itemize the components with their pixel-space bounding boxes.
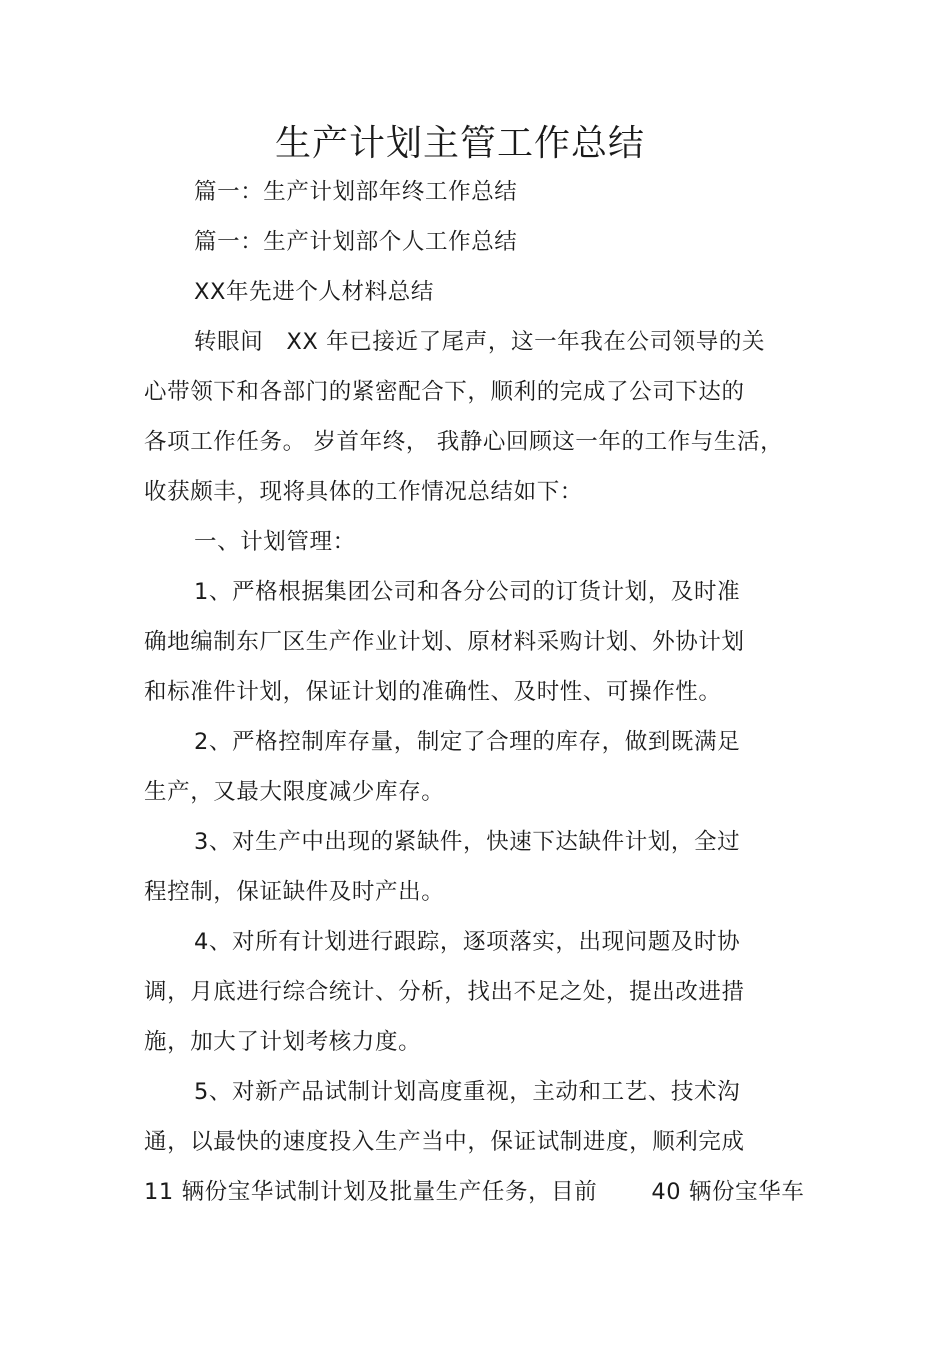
- paragraph-line: 程控制，保证缺件及时产出。: [144, 879, 445, 905]
- paragraph-line: 11 辆份宝华试制计划及批量生产任务，目前 40 辆份宝华车: [144, 1179, 805, 1205]
- paragraph-line: 1、严格根据集团公司和各分公司的订货计划，及时准: [194, 579, 741, 605]
- paragraph-line: 2、严格控制库存量，制定了合理的库存，做到既满足: [194, 729, 741, 755]
- paragraph-line: 各项工作任务。 岁首年终， 我静心回顾这一年的工作与生活，: [144, 429, 784, 455]
- heading-line: 篇一：生产计划部个人工作总结: [194, 229, 518, 255]
- section-heading: 一、计划管理：: [194, 529, 356, 555]
- paragraph-line: 和标准件计划，保证计划的准确性、及时性、可操作性。: [144, 679, 722, 705]
- document-title: 生产计划主管工作总结: [274, 123, 645, 164]
- paragraph-line: 确地编制东厂区生产作业计划、原材料采购计划、外协计划: [144, 629, 745, 655]
- paragraph-line: 4、对所有计划进行跟踪，逐项落实，出现问题及时协: [194, 929, 741, 955]
- paragraph-line: 生产，又最大限度减少库存。: [144, 779, 445, 805]
- paragraph-line: 5、对新产品试制计划高度重视，主动和工艺、技术沟: [194, 1079, 741, 1105]
- paragraph-line: 通，以最快的速度投入生产当中，保证试制进度，顺利完成: [144, 1129, 745, 1155]
- paragraph-line: 3、对生产中出现的紧缺件，快速下达缺件计划，全过: [194, 829, 741, 855]
- paragraph-line: 收获颇丰，现将具体的工作情况总结如下：: [144, 479, 583, 505]
- paragraph-line: 心带领下和各部门的紧密配合下，顺利的完成了公司下达的: [144, 379, 745, 405]
- heading-line: XX年先进个人材料总结: [194, 279, 434, 305]
- paragraph-line: 转眼间 XX 年已接近了尾声，这一年我在公司领导的关: [194, 329, 766, 355]
- paragraph-line: 调，月底进行综合统计、分析，找出不足之处，提出改进措: [144, 979, 745, 1005]
- paragraph-line: 施，加大了计划考核力度。: [144, 1029, 422, 1055]
- heading-line: 篇一：生产计划部年终工作总结: [194, 179, 518, 205]
